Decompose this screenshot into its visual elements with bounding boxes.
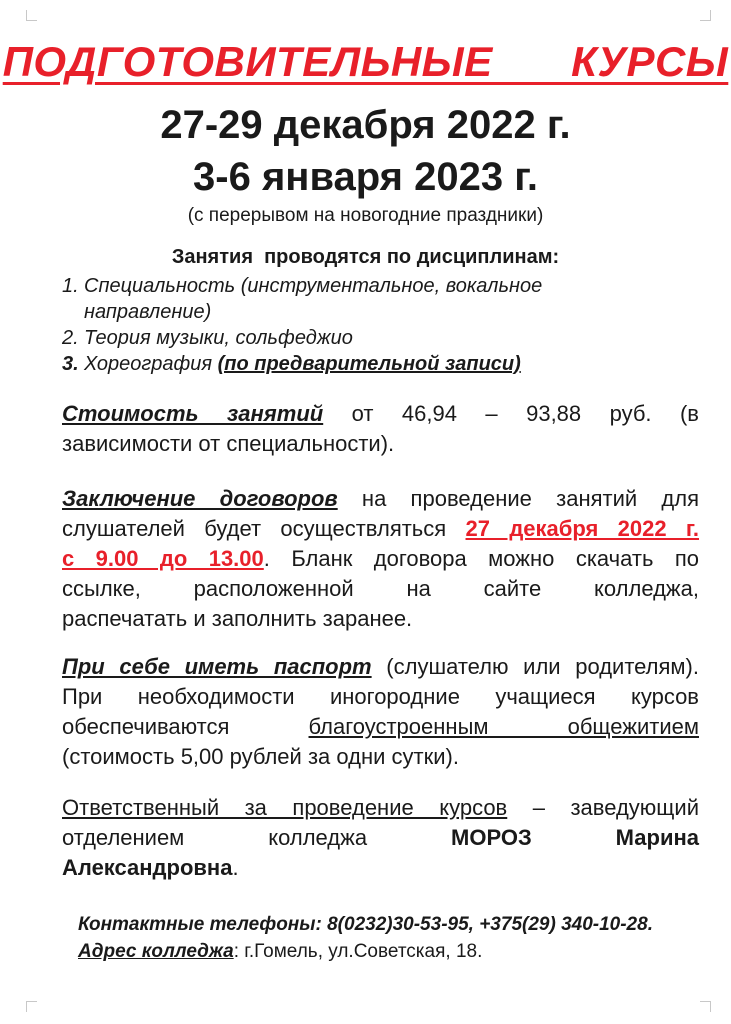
- contract-line: [62, 484, 699, 514]
- cost-paragraph: [62, 399, 699, 459]
- passport-line-3-start: обеспечиваются: [62, 714, 309, 739]
- disciplines-list: [62, 273, 682, 377]
- passport-line-4: (стоимость 5,00 рублей за одни сутки).: [62, 744, 459, 769]
- date-line-january: 3-6 января 2023 г.: [193, 155, 538, 199]
- holiday-note: (с перерывом на новогодние праздники): [187, 205, 544, 226]
- dormitory-text: благоустроенным общежитием: [308, 714, 699, 739]
- contract-line-4: ссылке, расположенной на сайте колледжа,: [62, 576, 699, 601]
- passport-paragraph: [62, 652, 699, 772]
- crop-mark-bottom-right: [700, 1001, 711, 1012]
- passport-line-2: При необходимости иногородние учащиеся курсов: [62, 684, 699, 709]
- passport-label: При себе иметь паспорт: [62, 654, 372, 679]
- cost-line: [62, 399, 699, 429]
- crop-mark-top-left: [26, 10, 37, 21]
- discipline-item: [62, 325, 682, 351]
- cost-label: Стоимость занятий: [62, 401, 324, 426]
- disciplines-heading: Занятия проводятся по дисциплинам:: [171, 246, 560, 268]
- contract-time: с 9.00 до 13.00: [62, 546, 264, 571]
- contract-line: [62, 544, 699, 574]
- contract-line: [62, 514, 699, 544]
- discipline-item: [62, 351, 682, 377]
- cost-values: от 46,94 – 93,88 руб. (в: [351, 401, 699, 426]
- discipline-number: 3.: [62, 353, 79, 375]
- responsible-line-2-start: отделением колледжа: [62, 825, 452, 850]
- contract-line-3-rest: . Бланк договора можно скачать по: [263, 546, 699, 571]
- passport-line: [62, 712, 699, 742]
- contacts-block: [78, 911, 718, 965]
- discipline-text: Специальность (инструментальное, вокальное: [84, 275, 543, 297]
- responsible-name: МОРОЗ Марина: [451, 825, 699, 850]
- discipline-number: 1.: [62, 275, 79, 297]
- responsible-line-1-rest: – заведующий: [507, 795, 699, 820]
- responsible-end: .: [232, 855, 239, 880]
- address-text: : г.Гомель, ул.Советская, 18.: [233, 941, 483, 962]
- contract-line-5: распечатать и заполнить заранее.: [62, 606, 413, 631]
- cost-line-2: зависимости от специальности).: [62, 431, 395, 456]
- discipline-registration-note: (по предварительной записи): [217, 353, 521, 375]
- college-address: [78, 938, 718, 965]
- crop-mark-bottom-left: [26, 1001, 37, 1012]
- responsible-line: [62, 855, 239, 880]
- contract-line-2-start: слушателей будет осуществляться: [62, 516, 466, 541]
- discipline-text: Хореография: [84, 353, 218, 375]
- page-title: ПОДГОТОВИТЕЛЬНЫЕ КУРСЫ: [2, 38, 729, 85]
- passport-line: [62, 652, 699, 682]
- contract-date: 27 декабря 2022 г.: [465, 516, 700, 541]
- contract-paragraph: [62, 484, 699, 634]
- passport-line-1-rest: (слушателю или родителям).: [371, 654, 699, 679]
- date-line-december: 27-29 декабря 2022 г.: [160, 103, 571, 147]
- contract-line-1-rest: на проведение занятий для: [337, 486, 699, 511]
- discipline-text: Теория музыки, сольфеджио: [84, 327, 353, 349]
- responsible-line: [62, 793, 699, 823]
- discipline-number: 2.: [62, 327, 79, 349]
- crop-mark-top-right: [700, 10, 711, 21]
- discipline-item: [62, 273, 682, 325]
- responsible-paragraph: [62, 793, 699, 883]
- address-label: Адрес колледжа: [78, 941, 234, 962]
- responsible-patronymic: Александровна: [62, 855, 233, 880]
- responsible-label: Ответственный за проведение курсов: [62, 795, 508, 820]
- discipline-text-continued: направление): [84, 301, 212, 323]
- contact-phones: Контактные телефоны: 8(0232)30-53-95, +375(29) 340-10-28.: [78, 914, 653, 935]
- contract-label: Заключение договоров: [62, 486, 338, 511]
- responsible-line: [62, 823, 699, 853]
